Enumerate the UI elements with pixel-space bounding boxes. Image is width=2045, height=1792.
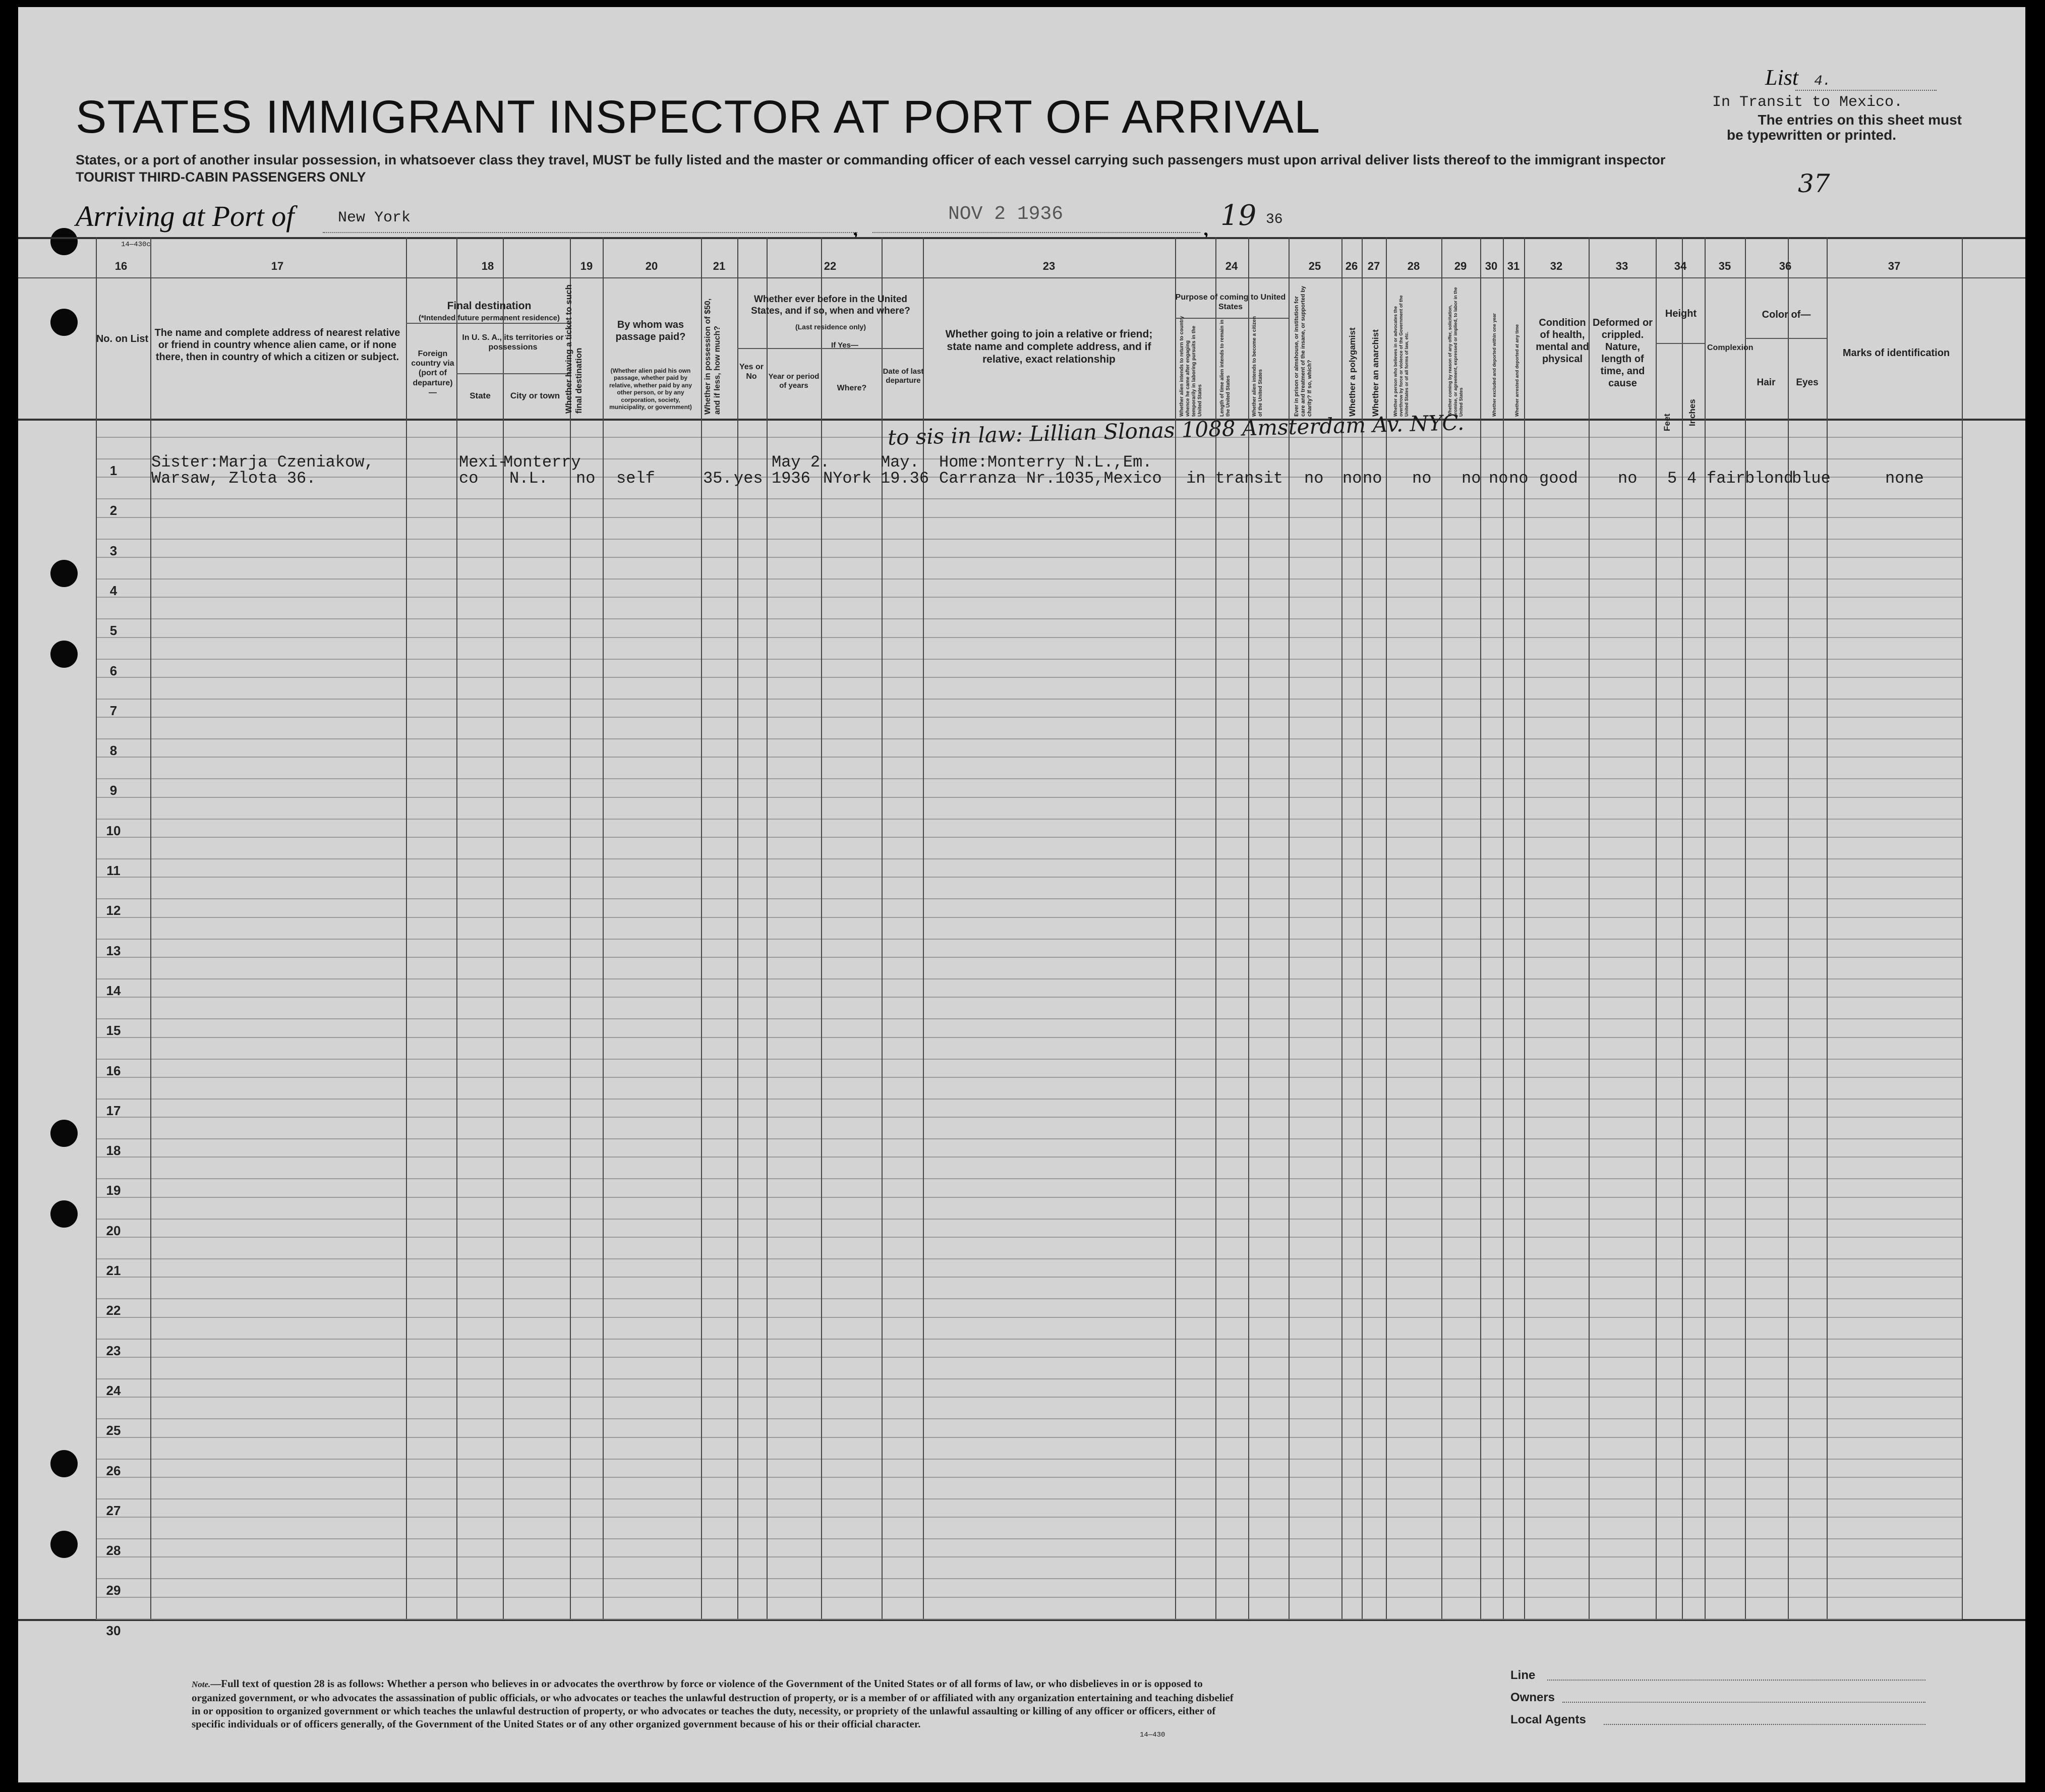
row-number: 14 [106, 982, 121, 998]
column-rule [1441, 237, 1442, 1619]
punch-hole [50, 1200, 78, 1228]
column-rule [882, 237, 883, 1619]
column-number-rule [18, 277, 2025, 278]
paid-by-value: self [616, 469, 655, 488]
col-35-header: Complexion [1707, 343, 1754, 352]
arriving-label: Arriving at Port of [76, 200, 295, 233]
col-18-header: Final destination [447, 300, 532, 312]
col-26-header: Whether a polygamist [1348, 327, 1357, 417]
row-number: 13 [106, 943, 121, 958]
feet-header: Feet [1662, 414, 1672, 431]
col-27-header: Whether an anarchist [1371, 329, 1380, 417]
purpose-value: in transit [1186, 469, 1283, 488]
before-yes-no: yes [734, 469, 763, 488]
join-handwritten-note: to sis in law: Lillian Slonas 1088 Amsterdam Av. NYC. [887, 410, 1465, 450]
subheader-rule [456, 373, 570, 374]
row-number: 30 [106, 1623, 121, 1638]
transit-note: In Transit to Mexico. [1712, 94, 1903, 111]
column-rule [1682, 237, 1683, 1619]
join-line-2: Carranza Nr.1035,Mexico [939, 469, 1162, 488]
list-number: 4. [1814, 74, 1831, 89]
column-rule [767, 237, 768, 1619]
agents-field [1604, 1724, 1925, 1725]
row-number: 26 [106, 1463, 121, 1478]
row-number: 1 [109, 463, 118, 478]
comma: , [852, 212, 859, 241]
col-29-header: Whether coming by reason of any offer, solicitation, promise, or agreement, expressed or implied, to labor in the United States [1447, 287, 1464, 417]
arrested-value: no [1509, 469, 1529, 488]
col-23-header: Whether going to join a relative or friend; state name and complete address, and if relative, exact relationship [945, 328, 1153, 366]
money-value: 35. [703, 469, 732, 488]
col-20-header: By whom was passage paid? [615, 319, 686, 342]
eyes-header: Eyes [1796, 377, 1819, 388]
col-28-header: Whether a person who believes in or advocates the overthrow by force or violence of the Government of the United States or of all forms of law, etc. [1393, 295, 1409, 417]
instruction-text: States, or a port of another insular possession, in whatsoever class they travel, MUST be fully listed and the master or commanding officer of each vessel carrying such passengers must upon arrival deliver lists thereof to the immigrant inspector [76, 152, 1666, 167]
column-number: 16 [114, 260, 128, 272]
year-prefix: 19 [1220, 199, 1257, 232]
col-36-header: Color of— [1762, 309, 1811, 320]
column-number: 26 [1345, 260, 1358, 272]
col-34-header: Height [1665, 308, 1697, 319]
health-value: good [1539, 469, 1578, 488]
list-label [1765, 65, 1831, 90]
column-rule [406, 237, 407, 1619]
height-inches-value: 4 [1687, 469, 1697, 488]
row-number: 2 [109, 503, 118, 518]
row-number: 12 [106, 903, 121, 918]
agents-label: Local Agents [1510, 1713, 1586, 1726]
row-number: 8 [109, 743, 118, 759]
column-number: 18 [481, 260, 494, 272]
overthrow-value: no [1412, 469, 1432, 488]
date-underline [872, 232, 1200, 233]
punch-hole [50, 1120, 78, 1147]
row-number: 23 [106, 1343, 121, 1358]
column-number: 19 [580, 260, 593, 272]
subheader-rule [1745, 338, 1827, 339]
row-number: 21 [106, 1263, 121, 1278]
column-rule [1480, 237, 1481, 1619]
punch-hole [50, 560, 78, 587]
row-number: 18 [106, 1143, 121, 1159]
column-number: 37 [1888, 260, 1901, 272]
subheader-rule [1656, 343, 1705, 344]
comma: , [1203, 212, 1209, 241]
before-year-2: 1936 [772, 469, 810, 488]
row-number: 20 [106, 1223, 121, 1238]
col-25-header: Ever in prison or almshouse, or institution for care and treatment of the insane, or supported by charity? If so, which? [1294, 285, 1313, 417]
owners-label: Owners [1510, 1691, 1555, 1704]
column-rule [1827, 237, 1828, 1619]
column-rule [96, 237, 97, 1619]
excluded-value: no [1489, 469, 1508, 488]
foreign-country-header: Foreign country via (port of departure)— [411, 350, 454, 397]
hair-header: Hair [1757, 377, 1776, 388]
column-number: 17 [271, 260, 284, 272]
row-number: 6 [109, 663, 118, 678]
column-rule [1386, 237, 1387, 1619]
join-line-1: Home:Monterry N.L.,Em. [939, 453, 1152, 472]
row-number: 24 [106, 1382, 121, 1398]
row-number: 5 [109, 623, 118, 639]
row-number: 27 [106, 1502, 121, 1518]
column-number: 24 [1225, 260, 1238, 272]
column-number: 33 [1615, 260, 1628, 272]
column-number: 31 [1507, 260, 1520, 272]
dest-city-2: N.L. [509, 469, 548, 488]
anarchist-value: no [1363, 469, 1382, 488]
before-year-1: May 2. [772, 453, 830, 472]
column-rule [150, 237, 151, 1619]
column-number: 21 [713, 260, 726, 272]
column-rule [1745, 237, 1746, 1619]
row-number: 19 [106, 1183, 121, 1198]
col-31-header: Whether arrested and deported at any time [1514, 324, 1520, 417]
column-number: 36 [1779, 260, 1792, 272]
column-number: 32 [1550, 260, 1563, 272]
column-rule [1248, 237, 1249, 1619]
class-line: TOURIST THIRD-CABIN PASSENGERS ONLY [76, 169, 366, 185]
column-rule [737, 237, 738, 1619]
owners-field [1562, 1702, 1925, 1703]
sheet-number: 37 [1798, 169, 1830, 198]
prison-value: no [1304, 469, 1324, 488]
dest-state-1: Mexi- [459, 453, 508, 472]
line-label: Line [1510, 1668, 1536, 1682]
col-22-header: Whether ever before in the United States, and if so, when and where? [751, 294, 910, 316]
column-rule [821, 237, 822, 1619]
before-where: NYork [823, 469, 872, 488]
column-rule [1503, 237, 1504, 1619]
punch-hole [50, 309, 78, 336]
date-stamp: NOV 2 1936 [948, 203, 1064, 225]
city-header: City or town [510, 391, 560, 400]
table-top-border [18, 237, 2025, 239]
where-header: Where? [837, 384, 867, 392]
dest-state-2: co [459, 469, 479, 488]
list-word: List [1765, 65, 1799, 90]
column-number: 35 [1718, 260, 1731, 272]
typewritten-note-1: The entries on this sheet must [1758, 112, 1962, 128]
row-number: 10 [106, 823, 121, 838]
column-rule [1962, 237, 1963, 1619]
page-title: STATES IMMIGRANT INSPECTOR AT PORT OF ARRIVAL [76, 91, 1321, 143]
col-33-header: Deformed or crippled. Nature, length of time, and cause [1593, 317, 1653, 389]
column-rule [1589, 237, 1590, 1619]
yes-or-no-header: Yes or No [739, 363, 764, 381]
footnote [192, 1677, 1236, 1730]
height-feet-value: 5 [1667, 469, 1677, 488]
ticket-value: no [576, 469, 596, 488]
column-number: 22 [824, 260, 837, 272]
purpose-length-header: Length of time alien intends to remain in the United States [1219, 319, 1231, 417]
row-number: 29 [106, 1583, 121, 1598]
row-number: 3 [109, 543, 118, 558]
column-rule [503, 237, 504, 1619]
row-number: 7 [109, 703, 118, 718]
column-rule [603, 237, 604, 1619]
deformed-value: no [1618, 469, 1638, 488]
col-24-header: Purpose of coming to United States [1175, 293, 1286, 312]
subheader-rule [406, 323, 570, 324]
last-departure-1: May. [881, 453, 919, 472]
footnote-label: Note. [192, 1680, 211, 1689]
column-number: 30 [1485, 260, 1498, 272]
in-usa-header: In U. S. A., its territories or possessions [462, 333, 564, 352]
column-rule [701, 237, 702, 1619]
column-rule [1341, 237, 1342, 1619]
port-name: New York [338, 209, 411, 226]
col-19-header: Whether having a ticket to such final destination [564, 284, 583, 414]
column-rule [1215, 237, 1216, 1619]
purpose-citizen-header: Whether alien intends to become a citizen of the United States [1252, 316, 1263, 417]
column-rule [1289, 237, 1290, 1619]
row-number: 16 [106, 1063, 121, 1078]
port-underline [323, 232, 857, 233]
punch-hole [50, 1450, 78, 1477]
col-32-header: Condition of health, mental and physical [1536, 317, 1589, 365]
manifest-sheet [18, 7, 2025, 1782]
column-number: 20 [645, 260, 658, 272]
marks-value: none [1885, 469, 1924, 488]
col-21-header: Whether in possession of $50, and if less, how much? [704, 298, 722, 415]
state-header: State [470, 391, 491, 400]
footer-form-code: 14—430 [1140, 1731, 1165, 1739]
column-rule [1788, 237, 1789, 1619]
row-number: 4 [109, 583, 118, 598]
last-departure-2: 19.36 [881, 469, 929, 488]
line-field [1547, 1680, 1925, 1681]
column-number: 27 [1367, 260, 1380, 272]
row-number: 17 [106, 1103, 121, 1118]
punch-hole [50, 1531, 78, 1558]
year-suffix: 36 [1266, 212, 1283, 227]
purpose-return-header: Whether alien intends to return to country whence he came after engaging temporarily in laboring pursuits in the United States [1179, 316, 1203, 417]
column-rule [456, 237, 457, 1619]
punch-hole [50, 228, 78, 255]
inches-header: Inches [1687, 399, 1697, 426]
column-rule [1175, 237, 1176, 1619]
polygamist-value: no [1342, 469, 1362, 488]
col-37-header: Marks of identification [1842, 348, 1950, 359]
form-code: 14—430c [121, 241, 151, 249]
row-number: 28 [106, 1543, 121, 1558]
if-yes-header: If Yes— [831, 341, 858, 350]
col-20-subheader: (Whether alien paid his own passage, whether paid by relative, whether paid by any other person, or by any corporation, society, municipality, or government) [609, 367, 692, 411]
col-17-header: The name and complete address of nearest relative or friend in country whence alien came, or if none there, then in country of which a citizen or subject. [154, 327, 400, 363]
punch-hole [50, 641, 78, 668]
hair-value: blond [1745, 469, 1794, 488]
column-number: 29 [1454, 260, 1467, 272]
dest-city-1: Monterry [503, 453, 581, 472]
list-underline [1795, 90, 1937, 91]
column-rule [1524, 237, 1525, 1619]
year-period-header: Year or period of years [768, 372, 820, 390]
header-bottom-border [18, 419, 2025, 421]
eyes-value: blue [1792, 469, 1831, 488]
complexion-value: fair [1707, 469, 1745, 488]
last-departure-header: Date of last departure [883, 367, 924, 385]
col-22-subheader: (Last residence only) [795, 323, 866, 331]
typewritten-note-2: be typewritten or printed. [1726, 127, 1896, 143]
column-number: 28 [1407, 260, 1420, 272]
relative-line-1: Sister:Marja Czeniakow, [151, 453, 374, 472]
column-number: 23 [1042, 260, 1056, 272]
row-number: 15 [106, 1023, 121, 1038]
row-number: 9 [109, 783, 118, 798]
col-16-header: No. on List [96, 333, 149, 344]
column-rule [1362, 237, 1363, 1619]
col-30-header: Whether excluded and deported within one year [1492, 313, 1497, 417]
row-number: 11 [106, 863, 121, 878]
column-rule [570, 237, 571, 1619]
column-rule [1705, 237, 1706, 1619]
col-18-subheader: (*Intended future permanent residence) [418, 314, 560, 322]
row-number: 22 [106, 1303, 121, 1318]
row-number: 25 [106, 1423, 121, 1438]
column-rule [1656, 237, 1657, 1619]
footnote-text: —Full text of question 28 is as follows: Whether a person who believes in or advocates the overthrow by force or violence of the Government of the United States or of all forms of law, or who disbelieves in or is opposed to organized government, or who advocates the assassination of public officials, or who advocates or teaches the unlawful destruction of property, or is a member of or affiliated with any organization entertaining and teaching disbelief in or opposition to organized government or which teaches the unlawful destruction of property, or who advocates or teaches the duty, necessity, or propriety of the unlawful assaulting or killing of any officer or officers, either of specific individuals or of officers generally, of the Government of the United States or of any other organized government because of his or their official character. [192, 1678, 1234, 1730]
column-number: 34 [1674, 260, 1687, 272]
contract-value: no [1462, 469, 1481, 488]
column-number: 25 [1308, 260, 1321, 272]
relative-line-2: Warsaw, Zlota 36. [151, 469, 316, 488]
